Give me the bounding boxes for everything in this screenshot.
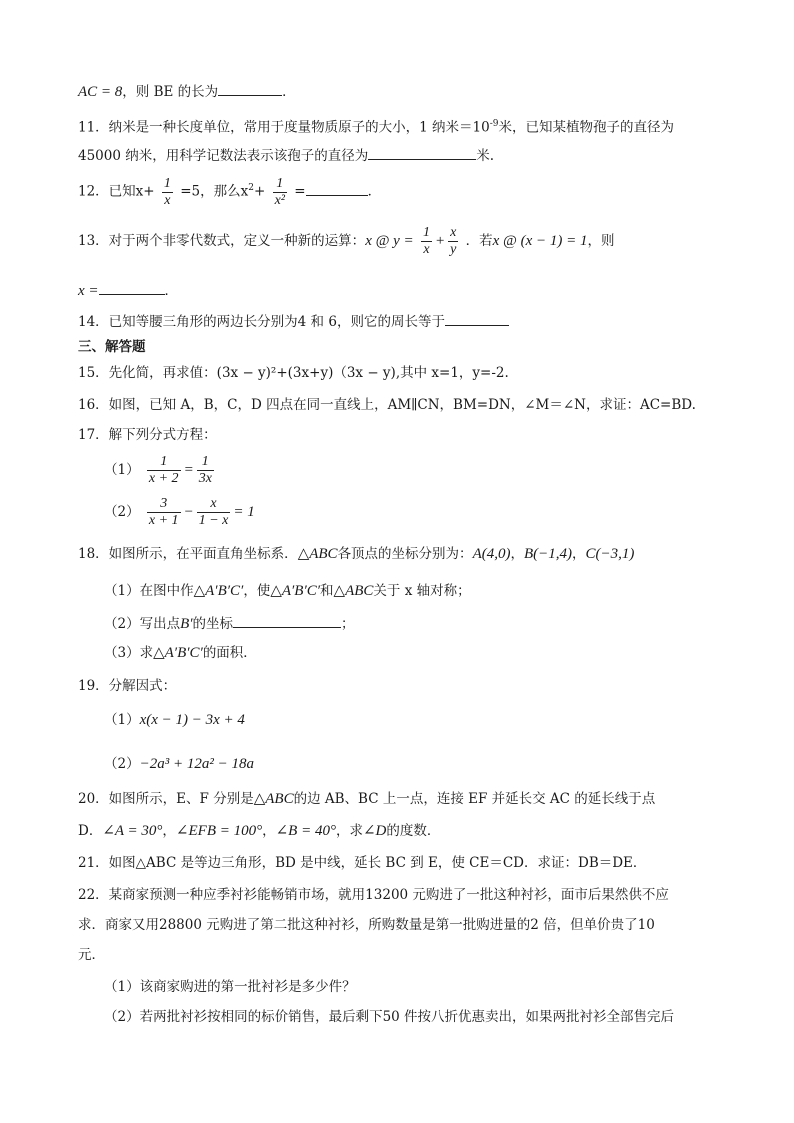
q13-text-b: ．若	[465, 233, 493, 249]
q13-math1: x @ y =	[365, 233, 414, 249]
q22-sub1: （1）该商家购进的第一批衬衫是多少件？	[104, 979, 356, 995]
q11-text2: 45000 纳米，用科学记数法表示该孢子的直径为	[78, 148, 369, 164]
q10-blank[interactable]	[218, 81, 282, 96]
q17-p1-frac-left: $\frac{1}{x + 2}$	[148, 454, 179, 486]
q16-line: 16．如图，已知 A，B，C，D 四点在同一直线上，AM∥CN，BM=DN，∠M＝∠N，求证：AC=BD.	[78, 397, 696, 413]
q18-sub2: （2）写出点B′的坐标 ；	[104, 613, 355, 633]
q22-line1: 22．某商家预测一种应季衬衫能畅销市场，就用13200 元购进了一批这种衬衫，面市后果然供不应	[78, 887, 669, 903]
q12-sup: 2	[248, 183, 254, 193]
q17-p2-minus: −	[183, 504, 194, 520]
q18-line: 18．如图所示，在平面直角坐标系．△ABC各顶点的坐标分别为：A(4,0)，B(−1,4)，C(−3,1)	[78, 546, 635, 562]
q13-blank[interactable]	[99, 280, 165, 295]
q12-frac2: $\frac{1}{\text{x²}}$	[274, 175, 285, 208]
q18-point-b: B(−1,4)	[523, 546, 572, 562]
q17-title: 17．解下列分式方程：	[78, 427, 217, 443]
q19-p1-expr: x(x − 1) − 3x + 4	[139, 712, 245, 728]
q13-end: ．	[164, 283, 179, 299]
q13-line2	[78, 280, 178, 300]
q13-frac2: $\frac{x}{y}$	[450, 225, 457, 257]
q18-tri: △ABC	[297, 546, 338, 562]
q12-blank[interactable]	[306, 181, 368, 196]
q10-math: AC = 8	[78, 84, 123, 100]
q21-line: 21．如图△ABC 是等边三角形，BD 是中线，延长 BC 到 E，使 CE＝CD．求证：DB＝DE．	[78, 855, 647, 871]
q13-line1	[78, 224, 614, 258]
q11-text2-end: 米.	[476, 148, 495, 164]
q11-line2	[78, 145, 494, 165]
q13-plus: +	[434, 233, 446, 249]
q12-text-b: =5，那么x	[180, 183, 249, 200]
q18-point-c: C(−3,1)	[585, 546, 635, 562]
q20-line1: 20．如图所示，E、F 分别是△ABC的边 AB、BC 上一点，连接 EF 并延长交 AC 的延长线于点	[78, 791, 656, 807]
q11-sup: -9	[489, 119, 499, 129]
q17-p1-eq: =	[183, 462, 194, 478]
q18-blank[interactable]	[233, 613, 341, 628]
q19-title: 19．分解因式：	[78, 678, 177, 694]
q19-part2: （2）−2a³ + 12a² − 18a	[104, 756, 254, 772]
section-title: 三、解答题	[78, 339, 146, 355]
q10-text: ，则 BE 的长为	[122, 84, 219, 100]
q22-sub2: （2）若两批衬衫按相同的标价销售，最后剩下50 件按八折优惠卖出，如果两批衬衫全部售完后	[104, 1009, 675, 1025]
q12-end: ．	[367, 183, 382, 200]
q10-tail	[78, 81, 296, 101]
q22-line2: 求．商家又用28800 元购进了第二批这种衬衫，所购数量是第一批购进量的2 倍，但单价贵了10	[78, 917, 655, 933]
q12-frac1: $\frac{1}{x}$	[163, 175, 171, 208]
q18-point-a: A(4,0)	[472, 546, 511, 562]
q14-line	[78, 311, 509, 331]
q22-line3: 元．	[78, 947, 105, 963]
q13-math2: x @ (x − 1) = 1	[492, 233, 588, 249]
q11-line1	[78, 115, 674, 137]
q10-end: ．	[282, 84, 296, 100]
q17-part2	[104, 494, 255, 530]
q11-blank[interactable]	[368, 145, 476, 160]
q18-sub3: （3）求△A′B′C′的面积．	[104, 645, 257, 661]
q19-part1: （1）x(x − 1) − 3x + 4	[104, 712, 245, 728]
q17-p1-frac-right: $\frac{1}{3x}$	[198, 454, 212, 486]
q19-p2-expr: −2a³ + 12a² − 18a	[139, 756, 254, 772]
q17-part1	[104, 452, 217, 488]
q11-text1-end: 米，已知某植物孢子的直径为	[498, 119, 675, 136]
q14-blank[interactable]	[445, 311, 509, 326]
q13-answer-label: x =	[78, 283, 99, 299]
q14-text: 14．已知等腰三角形的两边长分别为4 和 6，则它的周长等于	[78, 314, 445, 330]
q11-text1: 11．纳米是一种长度单位，常用于度量物质原子的大小，1 纳米＝10	[78, 119, 490, 136]
q13-text-a: 13．对于两个非零代数式，定义一种新的运算：	[78, 233, 366, 249]
q17-p2-frac-right: $\frac{x}{1 - x}$	[198, 496, 229, 528]
q17-p2-label: （2）	[104, 504, 140, 520]
q12-line	[78, 172, 381, 209]
q12-text-c: +	[253, 183, 266, 200]
q20-line2: D．∠A = 30°，∠EFB = 100°，∠B = 40°，求∠D的度数．	[78, 823, 441, 839]
q13-text-c: ，则	[587, 233, 615, 249]
q12-text-a: 12．已知x+	[78, 183, 155, 200]
q12-text-d: =	[294, 183, 306, 200]
q17-p2-frac-left: $\frac{3}{x + 1}$	[148, 496, 179, 528]
q18-sub1: （1）在图中作△A′B′C′，使△A′B′C′和△ABC关于 x 轴对称；	[104, 583, 471, 599]
q15-line: 15．先化简，再求值：(3x − y)²+(3x+y)（3x − y),其中 x=1，y=-2.	[78, 365, 509, 381]
q18-text-b: 各顶点的坐标分别为：	[337, 546, 473, 562]
q17-p1-label: （1）	[104, 462, 140, 478]
q17-p2-eq: = 1	[233, 504, 255, 520]
q13-frac1: $\frac{1}{x}$	[422, 225, 430, 257]
q18-text-a: 18．如图所示，在平面直角坐标系．	[78, 546, 298, 562]
